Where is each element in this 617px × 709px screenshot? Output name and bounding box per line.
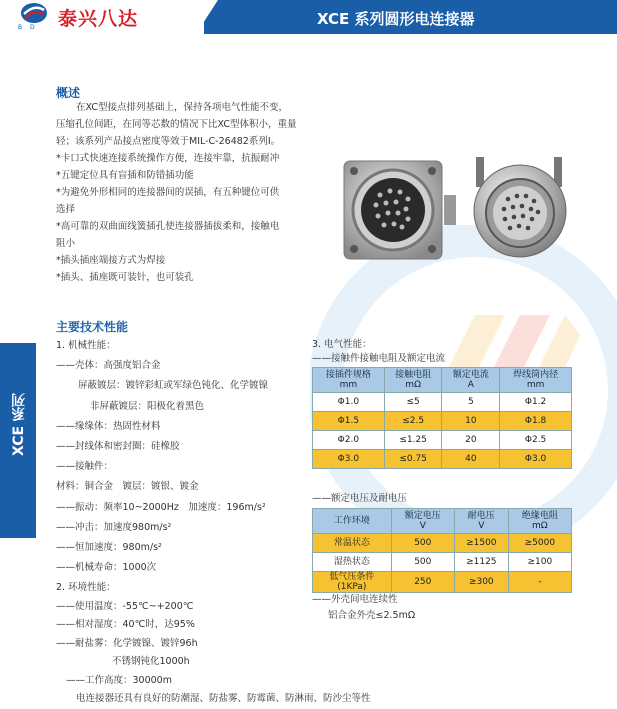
table2-row [313, 534, 572, 553]
logo-sub-text: B D [18, 24, 38, 31]
mechanical-spec-line: 屏蔽镀层：镀锌彩虹或军绿色钝化、化学镀镍 [78, 380, 269, 392]
table1-cell: ≤5 [384, 393, 442, 412]
overview-line: *卡口式快速连接系统操作方便，连接牢靠，抗振耐冲 [56, 153, 280, 164]
table2-header-cell: 额定电压 V [391, 509, 454, 534]
mechanical-spec-line: ——壳体：高强度铝合金 [56, 360, 161, 372]
table2-cell: ≥300 [454, 572, 508, 593]
overview-line: *为避免外形相同的连接器间的误插，有五种键位可供 [56, 187, 280, 198]
page-header [0, 0, 617, 34]
environmental-spec-line: ——相对湿度：40℃时，达95% [56, 619, 195, 630]
table2-title: ——额定电压及耐电压 [312, 493, 408, 504]
table1-row [313, 431, 572, 450]
connector-socket-photo [340, 155, 458, 265]
table1-cell: Φ3.0 [313, 450, 385, 469]
table1-cell: Φ1.2 [500, 393, 572, 412]
mechanical-spec-line: 材料：铜合金 镀层：镀银、镀金 [56, 481, 199, 493]
mechanical-spec-line: ——机械寿命：1000次 [56, 562, 157, 574]
environmental-spec-line: ——工作高度：30000m [66, 674, 172, 686]
table1-header-cell: 接插件规格 mm [313, 368, 385, 393]
table2-row [313, 572, 572, 593]
side-tab [0, 343, 36, 538]
environmental-spec-line: 不锈钢钝化1000h [112, 656, 190, 667]
mechanical-spec-line: ——接触件： [56, 461, 114, 473]
environmental-spec-line: 电连接器还具有良好的防潮湿、防盐雾、防霉菌、防淋雨、防沙尘等性 [76, 693, 371, 704]
table2-cell: ≥1500 [454, 534, 508, 553]
table2-cell: 常温状态 [313, 534, 392, 553]
overview-text [56, 99, 296, 286]
table1-row [313, 393, 572, 412]
table2-cell: - [508, 572, 571, 593]
shell-continuity-value: 铝合金外壳≤2.5mΩ [328, 610, 416, 621]
table2-cell: 250 [391, 572, 454, 593]
table1-header-cell: 额定电流 A [442, 368, 500, 393]
overview-line: 阻小 [56, 238, 76, 249]
overview-line: 在XC型接点排列基础上，保持各项电气性能不变， [76, 102, 288, 113]
table2-cell: 500 [391, 553, 454, 572]
table2-row [313, 553, 572, 572]
mechanical-spec-line: ——恒加速度：980m/s² [56, 542, 162, 554]
voltage-table [312, 508, 572, 593]
overview-line: 压缩孔位间距，在同等芯数的情况下比XC型体积小，重量 [56, 119, 297, 130]
logo-area [0, 0, 204, 34]
side-tab-label: XCE 系列 [11, 393, 27, 457]
overview-line: 轻；该系列产品接点密度等效于MIL-C-26482系列Ⅰ。 [56, 136, 281, 147]
header-slant [196, 0, 218, 34]
table1-cell: ≤0.75 [384, 450, 442, 469]
table1-cell: Φ1.5 [313, 412, 385, 431]
environmental-spec-line: ——使用温度：-55℃~+200℃ [56, 600, 194, 612]
table2-cell: ≥100 [508, 553, 571, 572]
table1-row [313, 412, 572, 431]
table1-cell: Φ3.0 [500, 450, 572, 469]
table1-cell: 20 [442, 431, 500, 450]
electrical-title: 3. 电气性能： [312, 339, 372, 350]
table1-cell: Φ2.0 [313, 431, 385, 450]
table2-header-cell: 耐电压 V [454, 509, 508, 534]
shell-continuity-title: ——外壳间电连续性 [312, 594, 398, 605]
table2-header-cell: 绝缘电阻 mΩ [508, 509, 571, 534]
company-logo-icon [20, 2, 48, 24]
table2-cell: 湿热状态 [313, 553, 392, 572]
table2-header-cell: 工作环境 [313, 509, 392, 534]
mechanical-spec-line: ——振动：频率10~2000Hz 加速度：196m/s² [56, 501, 266, 513]
table1-cell: Φ1.8 [500, 412, 572, 431]
table2-cell: ≥5000 [508, 534, 571, 553]
table2-cell: 低气压条件 (1KPa) [313, 572, 392, 593]
mechanical-spec-line: 非屏蔽镀层：阳极化着黑色 [90, 400, 205, 412]
table1-cell: 5 [442, 393, 500, 412]
overview-line: *五键定位具有盲插和防错插功能 [56, 170, 194, 181]
mechanical-specs [56, 336, 268, 578]
overview-line: *插头、插座既可装针，也可装孔 [56, 272, 194, 283]
page-title: XCE 系列圆形电连接器 [317, 10, 475, 28]
table2-cell: ≥1125 [454, 553, 508, 572]
table1-cell: ≤2.5 [384, 412, 442, 431]
table1-row [313, 450, 572, 469]
overview-line: 选择 [56, 204, 76, 215]
table1-header-cell: 接触电阻 mΩ [384, 368, 442, 393]
table1-header-cell: 焊线筒内径 mm [500, 368, 572, 393]
connector-plug-photo [470, 153, 570, 265]
mechanical-spec-line: ——冲击：加速度980m/s² [56, 521, 172, 533]
overview-title: 概述 [56, 86, 81, 100]
mechanical-spec-line: ——缘缘体：热固性材料 [56, 420, 161, 432]
company-name: 泰兴八达 [58, 8, 139, 30]
overview-line: *插头插座端接方式为焊接 [56, 255, 166, 266]
table1-cell: Φ1.0 [313, 393, 385, 412]
table2-cell: 500 [391, 534, 454, 553]
environmental-spec-line: 2. 环境性能： [56, 582, 116, 593]
mechanical-spec-line: 1. 机械性能： [56, 340, 116, 351]
table1-cell: 40 [442, 450, 500, 469]
contact-resistance-table [312, 367, 572, 469]
table1-cell: 10 [442, 412, 500, 431]
table1-title: ——接触件接触电阻及额定电流 [312, 353, 446, 364]
environmental-spec-line: ——耐盐雾：化学镀镍、镀锌96h [56, 637, 198, 649]
table1-cell: Φ2.5 [500, 431, 572, 450]
specs-title: 主要技术性能 [56, 320, 129, 334]
table1-cell: ≤1.25 [384, 431, 442, 450]
mechanical-spec-line: ——封线体和密封圈：硅橡胶 [56, 441, 180, 453]
overview-line: *高可靠的双曲面线簧插孔使连接器插拔柔和，接触电 [56, 221, 280, 232]
